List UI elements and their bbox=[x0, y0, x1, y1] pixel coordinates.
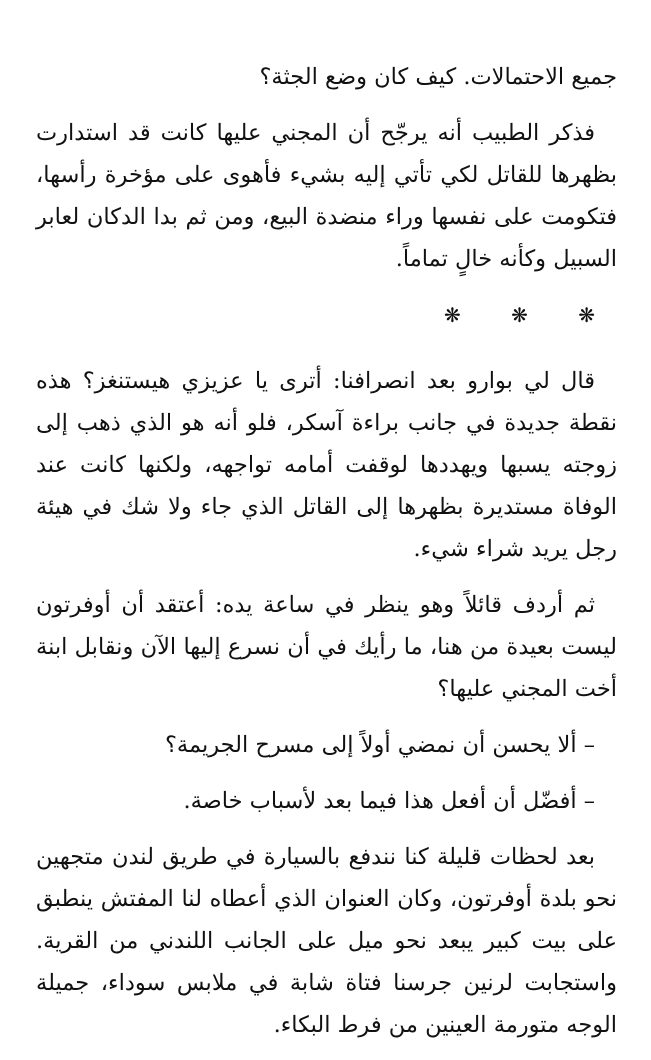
paragraph-4: ثم أردف قائلاً وهو ينظر في ساعة يده: أعتقد أن أوفرتون ليست بعيدة من هنا، ما رأيك في أن نسرع إليها الآن ونقابل ابنة أخت المجني عليها؟ bbox=[36, 592, 617, 702]
dialog-line-2: – أفضّل أن أفعل هذا فيما بعد لأسباب خاصة. bbox=[183, 788, 595, 814]
section-separator: ❋ ❋ ❋ bbox=[444, 303, 617, 327]
book-page bbox=[36, 56, 617, 1060]
paragraph-1: جميع الاحتمالات. كيف كان وضع الجثة؟ bbox=[259, 64, 617, 90]
paragraph-5: بعد لحظات قليلة كنا نندفع بالسيارة في طريق لندن متجهين نحو بلدة أوفرتون، وكان العنوان الذي أعطاه لنا المفتش ينطبق على بيت كبير يبعد نحو ميل على الجانب اللندني من القرية. واستجابت لرنين جرسنا فتاة شابة في ملابس سوداء، جميلة الوجه متورمة العينين من فرط البكاء. bbox=[36, 844, 617, 1038]
paragraph-3: قال لي بوارو بعد انصرافنا: أترى يا عزيزي هيستنغز؟ هذه نقطة جديدة في جانب براءة آسكر، فلو أنه هو الذي ذهب إلى زوجته يسبها ويهددها لوقفت أمامه تواجهه، ولكنها كانت عند الوفاة مستديرة بظهرها إلى القاتل الذي جاء ولا شك في هيئة رجل يريد شراء شيء. bbox=[36, 368, 617, 562]
dialog-line-1: – ألا يحسن أن نمضي أولاً إلى مسرح الجريمة؟ bbox=[164, 732, 595, 758]
paragraph-2: فذكر الطبيب أنه يرجّح أن المجني عليها كانت قد استدارت بظهرها للقاتل لكي تأتي إليه بشيء فأهوى على مؤخرة رأسها، فتكومت على نفسها وراء منضدة البيع، ومن ثم بدا الدكان لعابر السبيل وكأنه خالٍ تماماً. bbox=[36, 120, 617, 272]
